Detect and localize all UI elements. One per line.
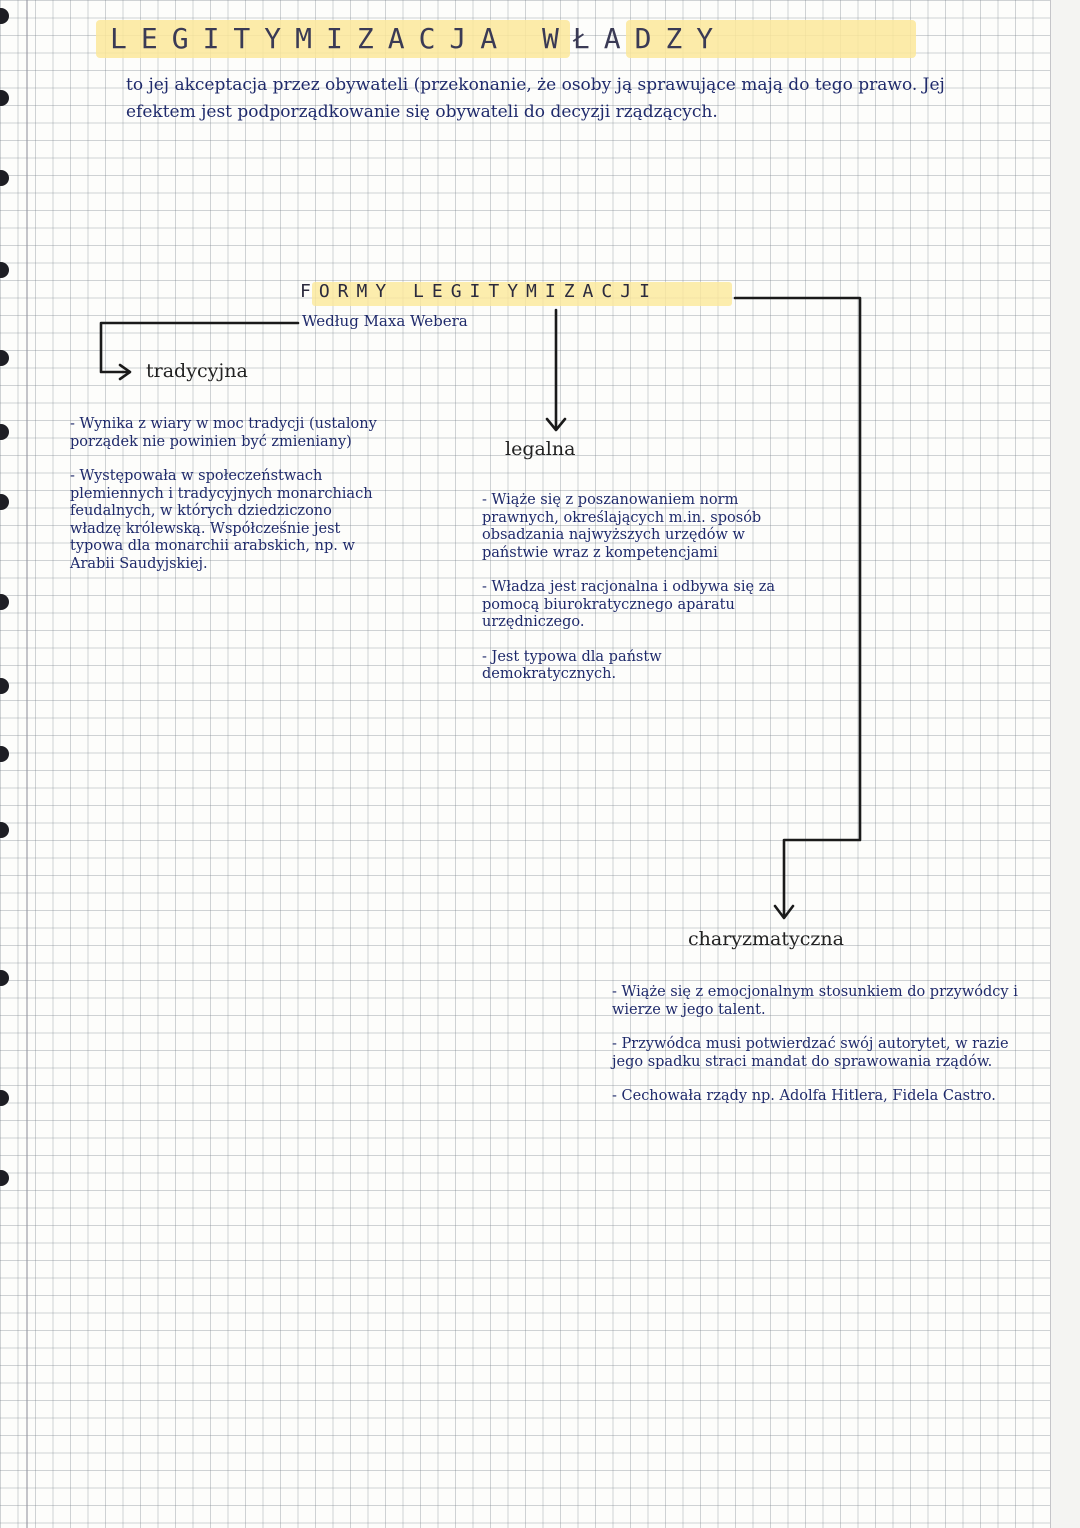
list-item: - Wiąże się z poszanowaniem norm prawnych, określających m.in. sposób obsadzania najwyższych urzędów w państwie wraz z kompetencjami — [482, 492, 787, 562]
list-item: - Wynika z wiary w moc tradycji (ustalony porządek nie powinien być zmieniany) — [70, 416, 380, 451]
legal-points — [482, 492, 787, 701]
list-item: - Władza jest racjonalna i odbywa się za pomocą biurokratycznego aparatu urzędniczego. — [482, 579, 787, 632]
heading-charismatic: charyzmatyczna — [688, 928, 844, 950]
forms-title: FORMY LEGITYMIZACJI — [300, 281, 658, 302]
list-item: - Przywódca musi potwierdzać swój autorytet, w razie jego spadku straci mandat do sprawowania rządów. — [612, 1036, 1044, 1071]
list-item: - Jest typowa dla państw demokratycznych. — [482, 649, 787, 684]
traditional-points — [70, 416, 380, 590]
forms-subtitle: Według Maxa Webera — [302, 312, 468, 330]
list-item: - Cechowała rządy np. Adolfa Hitlera, Fidela Castro. — [612, 1088, 1044, 1106]
definition-text: to jej akceptacja przez obywateli (przekonanie, że osoby ją sprawujące mają do tego prawo. Jej efektem jest podporządkowanie się obywateli do decyzji rządzących. — [126, 75, 945, 122]
charismatic-points — [612, 984, 1044, 1123]
page-title: LEGITYMIZACJA WŁADZY — [110, 22, 728, 55]
list-item: - Wiąże się z emocjonalnym stosunkiem do przywódcy i wierze w jego talent. — [612, 984, 1044, 1019]
heading-legal: legalna — [505, 438, 576, 460]
list-item: - Występowała w społeczeństwach plemiennych i tradycyjnych monarchiach feudalnych, w których dziedziczono władzę królewską. Współcześnie jest typowa dla monarchii arabskich, np. w Arabii Saudyjskiej. — [70, 468, 380, 573]
heading-traditional: tradycyjna — [146, 360, 248, 382]
